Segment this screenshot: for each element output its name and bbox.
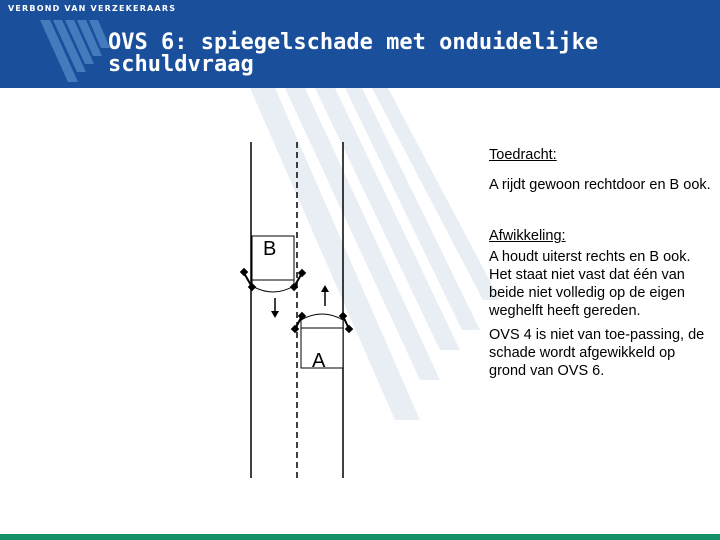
description-panel bbox=[489, 146, 714, 380]
toedracht-heading: Toedracht: bbox=[489, 147, 557, 163]
page-title: OVS 6: spiegelschade met onduidelijke schuldvraag bbox=[108, 30, 599, 77]
afwikkeling-heading: Afwikkeling: bbox=[489, 228, 566, 244]
toedracht-text: A rijdt gewoon rechtdoor en B ook. bbox=[489, 177, 711, 193]
car-a-label: A bbox=[312, 350, 326, 372]
car-a-front bbox=[301, 314, 343, 328]
ovs4-text: OVS 4 is niet van toe-passing, de schade wordt afgewikkeld op grond van OVS 6. bbox=[489, 327, 705, 379]
car-b-direction-arrow bbox=[271, 298, 279, 318]
footer-bar bbox=[0, 534, 720, 540]
brand-name: VERBOND VAN VERZEKERAARS bbox=[8, 4, 177, 13]
car-b-front bbox=[252, 280, 294, 292]
car-a-direction-arrow bbox=[321, 285, 329, 306]
afwikkeling-text: A houdt uiterst rechts en B ook. Het staat niet vast dat één van beide niet volledig op de eigen weghelft heeft gereden. bbox=[489, 249, 691, 319]
car-b-label: B bbox=[263, 238, 277, 260]
